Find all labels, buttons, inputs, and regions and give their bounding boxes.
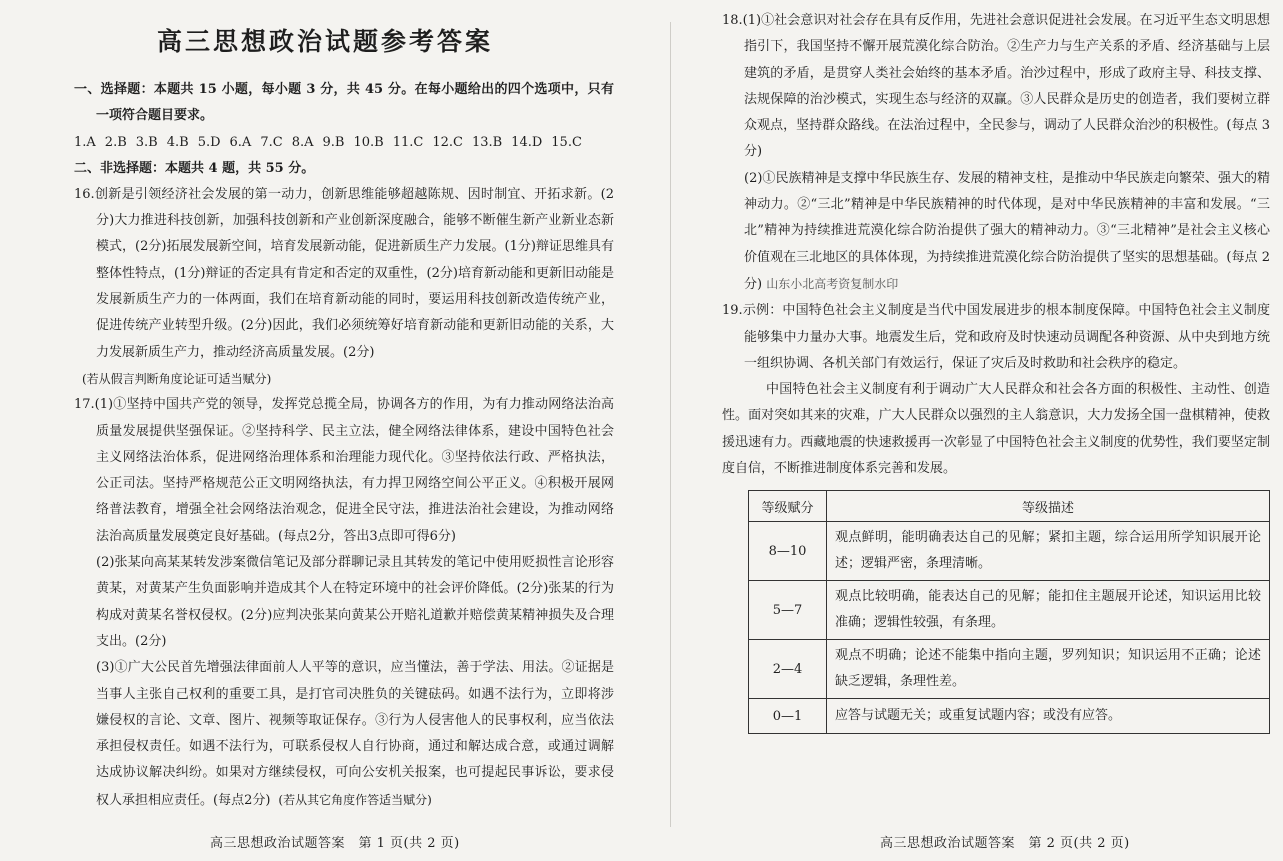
- answer-item: 12.C: [432, 134, 463, 150]
- question-16-answer: 16.创新是引领经济社会发展的第一动力，创新思维能够超越陈规、因时制宜、开拓求新。(2分)大力推进科技创新，加强科技创新和产业创新深度融合，能够不断催生新产业新业态新模式，(2分)拓展发展新空间，培育发展新动能，促进新质生产力发展。(1分)辩证思维具有整体性特点，(1分)辩证的否定具有肯定和否定的双重性，(2分)培育新动能和更新旧动能是发展新质生产力的一体两面，我们在培育新动能的同时，要运用科技创新改造传统产业，促进传统产业转型升级。(2分)因此，我们必须统筹好培育新动能和更新旧动能的关系，大力发展新质生产力，推动经济高质量发展。(2分): [74, 186, 614, 360]
- desc-cell: 观点鲜明，能明确表达自己的见解；紧扣主题，综合运用所学知识展开论述；逻辑严密，条理清晰。: [827, 522, 1270, 581]
- answer-item: 10.B: [353, 134, 384, 150]
- left-body: [74, 77, 614, 814]
- answer-item: 5.D: [197, 134, 221, 150]
- page-title: 高三思想政治试题参考答案: [156, 27, 493, 56]
- section2-header: 二、非选择题：本题共 4 题，共 55 分。: [74, 160, 315, 176]
- answer-item: 2.B: [104, 134, 127, 150]
- question-19-answer-b: 中国特色社会主义制度有利于调动广大人民群众和社会各方面的积极性、主动性、创造性。面对突如其来的灾难，广大人民群众以强烈的主人翁意识，大力发扬全国一盘棋精神，使救援迅速有力。西藏地震的快速救援再一次彰显了中国特色社会主义制度的优势性，我们要坚定制度自信，不断推进制度体系完善和发展。: [722, 382, 1270, 477]
- answer-item: 1.A: [74, 134, 96, 150]
- question-17-part3: [74, 655, 614, 814]
- desc-cell: 观点不明确；论述不能集中指向主题，罗列知识；知识运用不正确；论述缺乏逻辑，条理性差。: [827, 640, 1270, 699]
- grade-cell: 0—1: [749, 699, 827, 734]
- answer-item: 7.C: [260, 134, 283, 150]
- question-17-part1: 17.(1)①坚持中国共产党的领导，发挥党总揽全局，协调各方的作用，为有力推动网络法治高质量发展提供坚强保证。②坚持科学、民主立法，健全网络法律体系，建设中国特色社会主义网络法治体系，促进网络治理体系和治理能力现代化。③坚持依法行政、严格执法，公正司法。坚持严格规范公正文明网络执法，有力捍卫网络空间公平正义。④积极开展网络普法教育，增强全社会网络法治观念，促进全民守法，推进法治社会建设，为推动网络法治高质量发展奠定良好基础。(每点2分，答出3点即可得6分): [74, 397, 614, 544]
- question-17-part2: (2)张某向高某某转发涉案微信笔记及部分群聊记录且其转发的笔记中使用贬损性言论形容黄某，对黄某产生负面影响并造成其个人在特定环境中的社会评价降低。(2分)张某的行为构成对黄某名誉权侵权。(2分)应判决张某向黄某公开赔礼道歉并赔偿黄某精神损失及合理支出。(2分): [96, 555, 614, 649]
- left-footer: 高三思想政治试题答案 第 1 页(共 2 页): [210, 836, 460, 851]
- table-row: [749, 699, 1270, 734]
- answer-item: 9.B: [322, 134, 345, 150]
- right-body: [722, 8, 1270, 734]
- question-18-part2: [722, 166, 1270, 298]
- table-row: [749, 581, 1270, 640]
- answer-item: 13.B: [471, 134, 503, 150]
- section1-header: 一、选择题：本题共 15 小题，每小题 3 分，共 45 分。在每小题给出的四个选项中，只有一项符合题目要求。: [74, 82, 614, 124]
- question-18-watermark-text: 山东小北高考资复制水印: [766, 276, 899, 291]
- grading-table: [748, 490, 1270, 734]
- answer-item: 11.C: [392, 134, 424, 150]
- grading-table-header: [749, 491, 1270, 522]
- table-row: [749, 522, 1270, 581]
- question-17-part3-note: (若从其它角度作答适当赋分): [278, 792, 432, 807]
- answer-item: 4.B: [166, 134, 189, 150]
- desc-cell: 观点比较明确，能表达自己的见解；能扣住主题展开论述，知识运用比较准确；逻辑性较强，有条理。: [827, 581, 1270, 640]
- right-footer: 高三思想政治试题答案 第 2 页(共 2 页): [880, 836, 1130, 851]
- question-17-part3-text: (3)①广大公民首先增强法律面前人人平等的意识，应当懂法，善于学法、用法。②证据是当事人主张自己权利的重要工具，是打官司决胜负的关键砝码。如遇不法行为，立即将涉嫌侵权的言论、文章、图片、视频等取证保存。③行为人侵害他人的民事权利，应当依法承担侵权责任。如遇不法行为，可联系侵权人自行协商，通过和解达成合意，或通过调解达成协议解决纠纷。如果对方继续侵权，可向公安机关报案，也可提起民事诉讼，要求侵权人承担相应责任。(每点2分): [96, 660, 614, 808]
- grading-header-desc: 等级描述: [827, 491, 1270, 522]
- question-16-note: (若从假言判断角度论证可适当赋分): [82, 371, 272, 386]
- answer-item: 8.A: [291, 134, 314, 150]
- question-19-answer-a: 19.示例：中国特色社会主义制度是当代中国发展进步的根本制度保障。中国特色社会主义制度能够集中力量办大事。地震发生后，党和政府及时快速动员调配各种资源、从中央到地方统一组织协调、各机关部门有效运行，保证了灾后及时救助和社会秩序的稳定。: [722, 303, 1270, 371]
- answer-key-list: [74, 130, 614, 156]
- page-divider: [670, 22, 671, 827]
- question-18-part1: 18.(1)①社会意识对社会存在具有反作用，先进社会意识促进社会发展。在习近平生态文明思想指引下，我国坚持不懈开展荒漠化综合防治。②生产力与生产关系的矛盾、经济基础与上层建筑的矛盾，是贯穿人类社会始终的基本矛盾。治沙过程中，形成了政府主导、科技支撑、法规保障的治沙模式，实现生态与经济的双赢。③人民群众是历史的创造者，我们要树立群众观点，坚持群众路线。在法治过程中，全民参与，调动了人民群众治沙的积极性。(每点 3 分): [722, 13, 1270, 160]
- question-18-part2-text: (2)①民族精神是支撑中华民族生存、发展的精神支柱，是推动中华民族走向繁荣、强大的精神动力。②“三北”精神是中华民族精神的时代体现，是对中华民族精神的丰富和发展。“三北”精神为持续推进荒漠化综合防治提供了强大的精神动力。③“三北精神”是社会主义核心价值观在三北地区的具体体现，为持续推进荒漠化综合防治提供了坚实的思想基础。(每点 2 分): [744, 170, 1270, 292]
- grade-cell: 2—4: [749, 640, 827, 699]
- grade-cell: 8—10: [749, 522, 827, 581]
- grading-header-grade: 等级赋分: [749, 491, 827, 522]
- grade-cell: 5—7: [749, 581, 827, 640]
- answer-item: 3.B: [135, 134, 158, 150]
- desc-cell: 应答与试题无关；或重复试题内容；或没有应答。: [827, 699, 1270, 734]
- answer-item: 14.D: [511, 134, 543, 150]
- answer-item: 15.C: [551, 134, 582, 150]
- table-row: [749, 640, 1270, 699]
- answer-item: 6.A: [229, 134, 252, 150]
